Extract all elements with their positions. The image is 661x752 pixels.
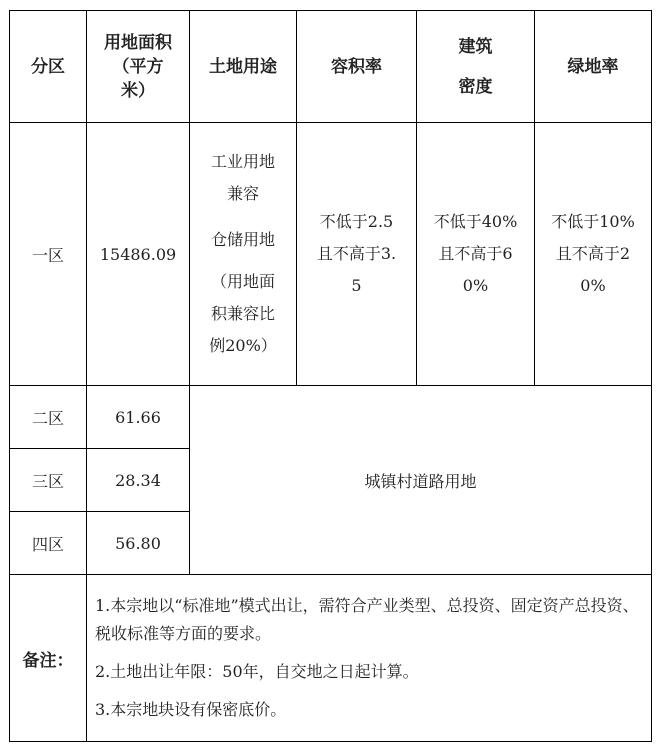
merged-use-cell: 城镇村道路用地 (190, 386, 652, 575)
zone1-use-lines (190, 146, 296, 362)
header-area-line: 米） (121, 80, 155, 101)
zone2-area: 61.66 (87, 386, 190, 449)
zone1-far-line: 且不高于3. (316, 244, 397, 263)
zone1-use-line: 工业用地 (210, 152, 275, 171)
zone1-green (535, 123, 652, 386)
zone1-green-line: 且不高于2 (555, 244, 631, 263)
zone1-density-lines (417, 206, 534, 302)
zone4-name: 四区 (10, 512, 87, 575)
note-item: 3.本宗地块设有保密底价。 (95, 700, 287, 719)
zone4-area: 56.80 (87, 512, 190, 575)
zone1-use-line: （用地面 (210, 272, 275, 291)
header-area-line: （平方 (112, 56, 164, 77)
table-row-zone1 (10, 123, 652, 386)
table-row-zone2 (10, 386, 652, 449)
zone1-name: 一区 (10, 123, 87, 386)
zone1-area: 15486.09 (87, 123, 190, 386)
zone1-far (297, 123, 417, 386)
zone1-density-line: 不低于40% (433, 212, 518, 231)
notes-label: 备注： (10, 575, 87, 742)
zone1-far-lines (297, 206, 416, 302)
notes-content (87, 575, 652, 742)
zone3-name: 三区 (10, 449, 87, 512)
zone1-use-line: 例20%） (209, 336, 277, 355)
header-zone: 分区 (10, 11, 87, 123)
zone1-green-line: 0% (580, 276, 606, 295)
header-density-line: 密度 (458, 76, 493, 97)
note-item: 2.土地出让年限：50年，自交地之日起计算。 (95, 662, 419, 681)
header-density (417, 11, 535, 123)
zone1-use-line: 积兼容比 (210, 304, 275, 323)
zone1-use-line: 兼容 (226, 184, 259, 203)
zone3-area: 28.34 (87, 449, 190, 512)
header-area (87, 11, 190, 123)
header-green: 绿地率 (535, 11, 652, 123)
header-density-line: 建筑 (458, 36, 493, 57)
zone2-name: 二区 (10, 386, 87, 449)
zone1-density-line: 且不高于6 (438, 244, 513, 263)
zone1-use-line: 仓储用地 (210, 230, 275, 249)
header-far: 容积率 (297, 11, 417, 123)
note-item: 1.本宗地以“标准地”模式出让，需符合产业类型、总投资、固定资产总投资、税收标准等方面的要求。 (95, 596, 639, 643)
zone1-far-line: 不低于2.5 (319, 212, 394, 231)
header-use: 土地用途 (190, 11, 297, 123)
header-area-line: 用地面积 (104, 32, 172, 53)
header-row (10, 11, 652, 123)
notes-row (10, 575, 652, 742)
zone1-use (190, 123, 297, 386)
zone1-green-lines (535, 206, 651, 302)
zone1-density (417, 123, 535, 386)
land-parcel-table (9, 10, 652, 742)
zone1-green-line: 不低于10% (551, 212, 635, 231)
zone1-far-line: 5 (351, 276, 362, 295)
zone1-density-line: 0% (462, 276, 489, 295)
